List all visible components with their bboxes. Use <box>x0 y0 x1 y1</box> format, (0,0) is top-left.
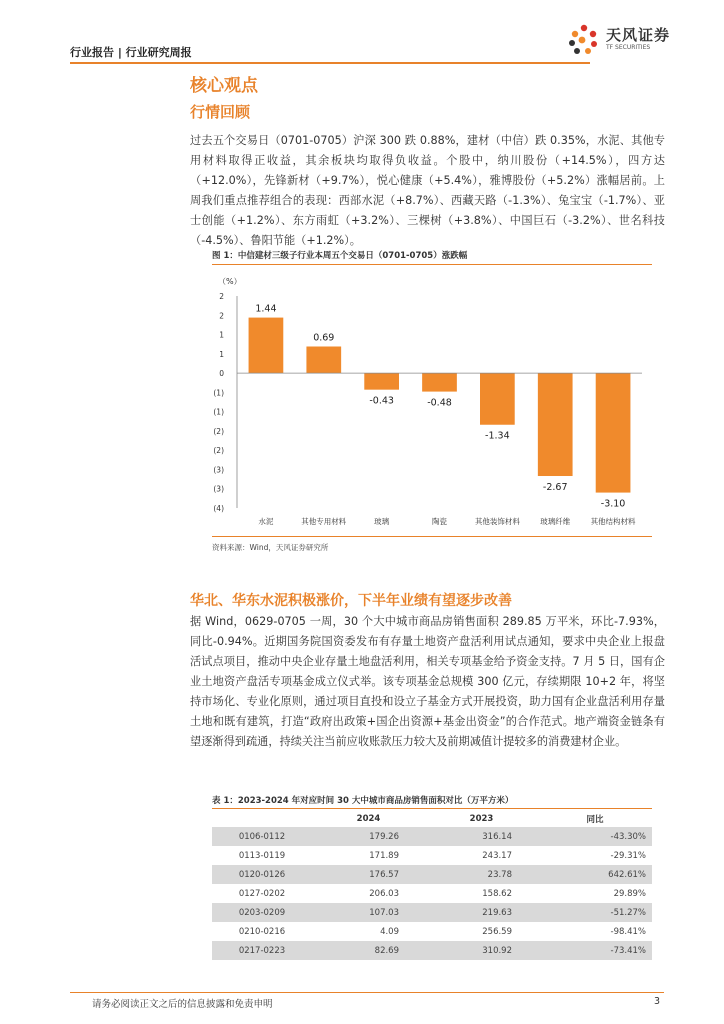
y-tick-label: 0 <box>219 369 224 379</box>
table-cell-period: 0217-0223 <box>212 941 312 960</box>
table-cell-yoy: -29.31% <box>610 850 646 861</box>
table-cell-period: 0210-0216 <box>238 926 286 937</box>
footer-divider <box>70 992 664 993</box>
table-cell-2023: 243.17 <box>482 850 512 861</box>
x-tick-label: 水泥 <box>258 517 274 526</box>
bar-2 <box>364 373 399 390</box>
table-cell-period: 0127-0202 <box>238 888 286 899</box>
housing-sales-table <box>212 810 652 960</box>
table-cell-yoy: -73.41% <box>538 941 652 960</box>
section-heading-cement-price: 华北、华东水泥积极涨价，下半年业绩有望逐步改善 <box>190 593 512 609</box>
x-tick-label: 其他结构材料 <box>590 517 636 526</box>
x-tick-label: 其他装饰材料 <box>474 517 520 526</box>
table1-title: 表 1：2023-2024 年对应时间 30 大中城市商品房销售面积对比（万平方米） <box>212 796 514 806</box>
table-row <box>212 846 652 865</box>
table-cell-2024: 4.09 <box>380 926 399 937</box>
table-cell-2023: 158.62 <box>482 888 512 899</box>
data-label: -3.10 <box>600 498 626 510</box>
cement-price-paragraph: 据 Wind，0629-0705 一周，30 个大中城市商品房销售面积 289.85 万平米，环比-7.93%，同比-0.94%。近期国务院国资委发布有存量土地资产盘活利用试点通知，要求中央企业上报盘活试点项目，推动中央企业存量土地盘活利用，相关专项基金给予资金支持。7 月 5 日，国有企业土地资产盘活专项基金成立仪式举。该专项基金总规模 300 亿元，存续期限 10+2 年，将坚持市场化、专业化原则，通过项目直投和设立子基金方式开展投资，助力国有企业盘活利用存量土地和既有建筑，打造“政府出政策+国企出资源+基金出资金”的合作范式。地产端资金链条有望逐渐得到疏通，持续关注当前应收账款压力较大及前期减值计提较多的消费建材企业。 <box>190 615 665 748</box>
data-label: 1.44 <box>255 303 277 315</box>
bar-5 <box>538 373 573 476</box>
table-header-2024: 2024 <box>356 813 381 824</box>
y-tick-label: (3) <box>213 484 224 494</box>
y-tick-label: (2) <box>213 426 224 436</box>
page-header <box>70 26 671 64</box>
header-divider <box>70 62 590 64</box>
table-cell-2023: 316.14 <box>425 827 538 846</box>
table-header-period <box>212 810 312 827</box>
logo-text-cn: 天风证券 <box>606 26 671 44</box>
bar-1 <box>306 346 341 373</box>
footer-disclaimer: 请务必阅读正文之后的信息披露和免责申明 <box>92 999 273 1010</box>
y-tick-label: (2) <box>213 446 224 456</box>
y-tick-label: 2 <box>219 292 224 301</box>
x-tick-label: 陶瓷 <box>432 517 447 526</box>
data-label: 0.69 <box>313 332 335 344</box>
bar-4 <box>480 373 515 425</box>
table-cell-yoy: 642.61% <box>538 865 652 884</box>
data-label: -2.67 <box>542 482 568 494</box>
table-cell-2024: 176.57 <box>312 865 425 884</box>
table-cell-2024: 206.03 <box>369 888 399 899</box>
table-cell-yoy: -98.41% <box>610 926 646 937</box>
bar-3 <box>422 373 457 392</box>
y-tick-label: (1) <box>213 388 224 398</box>
table-cell-yoy: -43.30% <box>538 827 652 846</box>
table-row <box>212 941 652 960</box>
figure1-bottom-rule <box>212 536 652 537</box>
table-cell-period: 0203-0209 <box>212 903 312 922</box>
table-cell-2024: 82.69 <box>312 941 425 960</box>
table-row <box>212 827 652 846</box>
market-review-paragraph: 过去五个交易日（0701-0705）沪深 300 跌 0.88%，建材（中信）跌 0.35%，水泥、其他专用材料取得正收益，其余板块均取得负收益。个股中，纳川股份（+14.5%），四方达（+12.0%），先锋新材（+9.7%），悦心健康（+5.4%），雅博股份（+5.2%）涨幅居前。上周我们重点推荐组合的表现：西部水泥（+8.7%）、西藏天路（-1.3%）、兔宝宝（-1.7%）、亚士创能（+1.2%）、东方雨虹（+3.2%）、三棵树（+3.8%）、中国巨石（-3.2%）、世名科技（-4.5%）、鲁阳节能（+1.2%）。 <box>190 134 665 247</box>
table-cell-2024: 179.26 <box>312 827 425 846</box>
bar-0 <box>249 318 284 374</box>
y-tick-label: 2 <box>219 311 224 321</box>
y-tick-label: 1 <box>219 330 224 340</box>
y-tick-label: (4) <box>213 504 224 513</box>
subindustry-return-bar-chart <box>212 266 652 534</box>
table-header-row <box>212 810 652 827</box>
x-tick-label: 玻璃纤维 <box>540 517 571 526</box>
section-subheading-market-review: 行情回顾 <box>190 103 251 121</box>
header-title: 行业报告 | 行业研究周报 <box>70 46 192 59</box>
table-cell-2023: 310.92 <box>425 941 538 960</box>
table-row <box>212 865 652 884</box>
table-cell-period: 0113-0119 <box>238 850 286 861</box>
table-cell-period: 0120-0126 <box>212 865 312 884</box>
table-cell-2023: 23.78 <box>425 865 538 884</box>
data-label: -0.43 <box>369 395 394 407</box>
x-tick-label: 玻璃 <box>374 517 390 526</box>
logo-mark-icon <box>566 24 602 58</box>
table-header-2023: 2023 <box>469 813 494 824</box>
page-number: 3 <box>654 996 661 1007</box>
y-tick-label: (3) <box>213 465 224 475</box>
figure1-title: 图 1：中信建材三级子行业本周五个交易日（0701-0705）涨跌幅 <box>212 251 468 261</box>
table-cell-2024: 107.03 <box>312 903 425 922</box>
data-label: -1.34 <box>485 430 510 442</box>
table1-top-rule <box>212 808 652 809</box>
table-cell-yoy: 29.89% <box>613 888 646 899</box>
y-tick-label: 1 <box>219 349 224 359</box>
table-cell-yoy: -51.27% <box>538 903 652 922</box>
table-cell-2023: 256.59 <box>482 926 512 937</box>
table-cell-period: 0106-0112 <box>212 827 312 846</box>
table-row <box>212 903 652 922</box>
table-row <box>212 922 652 941</box>
table-cell-2024: 171.89 <box>369 850 399 861</box>
figure1-source: 资料来源：Wind，天风证券研究所 <box>212 543 329 552</box>
table-header-yoy: 同比 <box>586 814 604 825</box>
table-cell-2023: 219.63 <box>425 903 538 922</box>
company-logo <box>566 24 676 58</box>
y-tick-label: (1) <box>213 407 224 417</box>
y-axis-label: （%） <box>218 277 242 286</box>
section-heading-core-view: 核心观点 <box>190 76 258 96</box>
table-row <box>212 884 652 903</box>
data-label: -0.48 <box>427 397 452 409</box>
bar-6 <box>596 373 631 492</box>
logo-text-en: TF SECURITIES <box>606 44 651 51</box>
figure1-top-rule <box>212 264 652 265</box>
x-tick-label: 其他专用材料 <box>301 517 347 526</box>
